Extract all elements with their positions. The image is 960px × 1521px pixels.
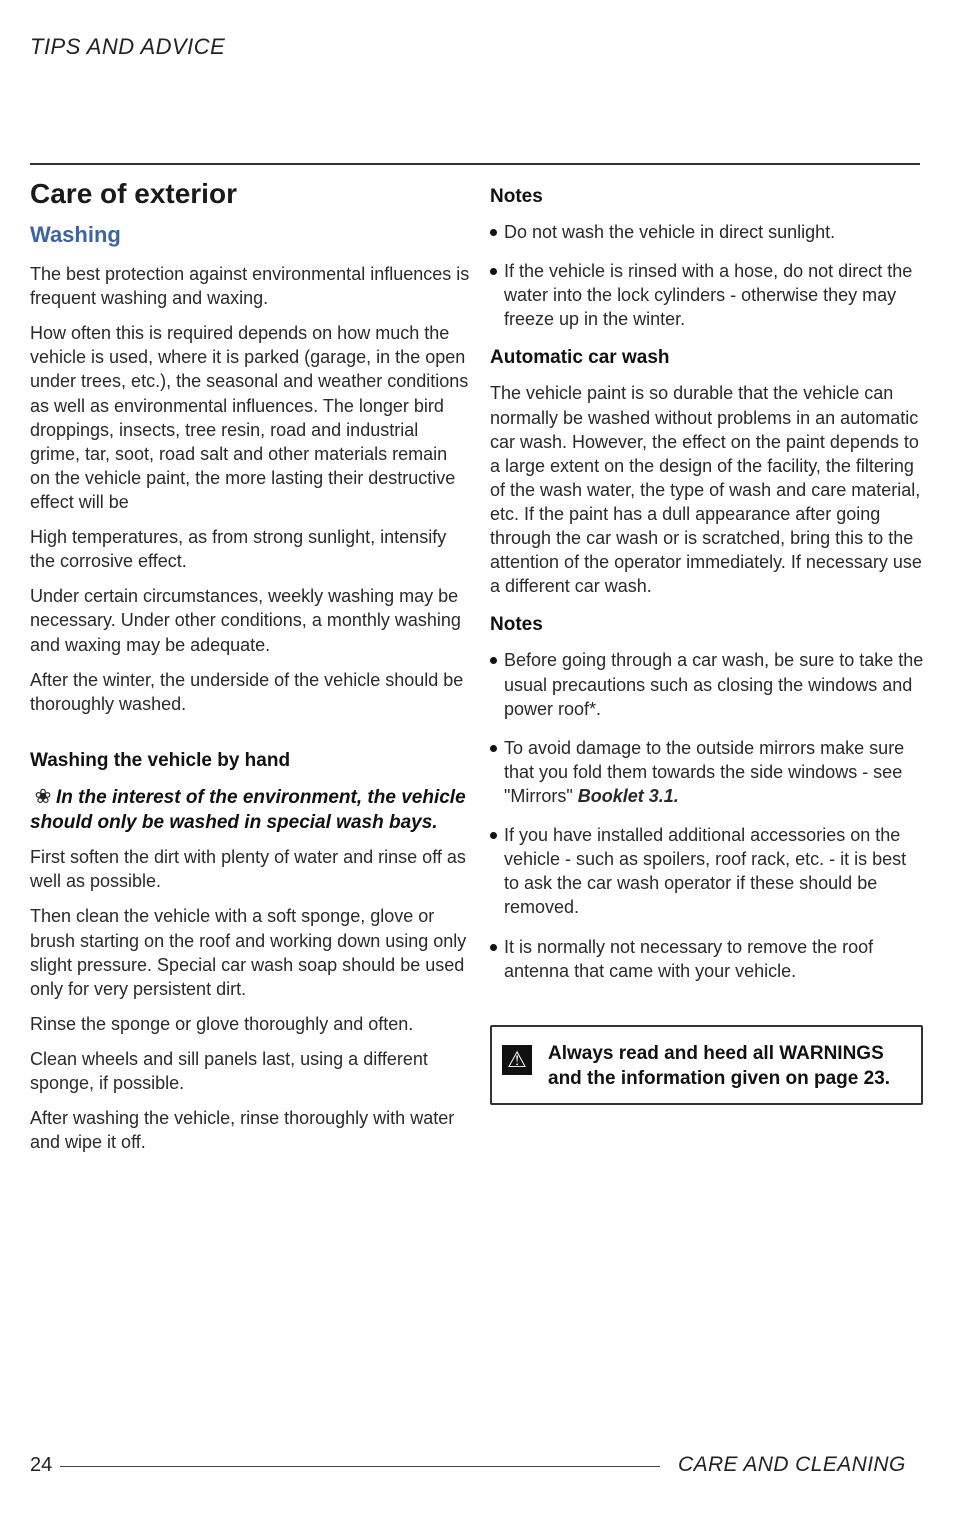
paragraph: First soften the dirt with plenty of water and rinse off as well as possible.: [30, 847, 466, 892]
right-column: [490, 178, 925, 1105]
left-column: [30, 178, 472, 1165]
subsection-title: Washing: [30, 222, 121, 247]
environment-note: [30, 784, 472, 835]
running-header: TIPS AND ADVICE: [30, 34, 226, 59]
paragraph: How often this is required depends on how much the vehicle is used, where it is parked (garage, in the open under trees, etc.), the seasonal and weather conditions as well as environmental influences. The longer bird droppings, insects, tree resin, road and industrial grime, tar, soot, road salt and other materials remain on the vehicle paint, the more lasting their destructive effect will be: [30, 323, 469, 512]
footer-section: CARE AND CLEANING: [678, 1453, 906, 1476]
paragraph: After the winter, the underside of the vehicle should be thoroughly washed.: [30, 669, 464, 714]
paragraph: Rinse the sponge or glove thoroughly and often.: [30, 1013, 414, 1034]
paragraph: High temperatures, as from strong sunlight, intensify the corrosive effect.: [30, 527, 447, 572]
notes-heading: Notes: [490, 614, 543, 636]
paragraph: Then clean the vehicle with a soft sponge, glove or brush starting on the roof and working down using only slight pressure. Special car wash soap should be used only for very persistent dirt.: [30, 906, 467, 999]
bullet-item: Before going through a car wash, be sure to take the usual precautions such as closing the windows and power roof*.: [490, 648, 925, 720]
paragraph: Clean wheels and sill panels last, using a different sponge, if possible.: [30, 1049, 428, 1094]
leaf-icon: ❀: [34, 785, 52, 808]
header-rule: [30, 163, 920, 165]
bullet-text: To avoid damage to the outside mirrors make sure that you fold them towards the side windows - see "Mirrors": [504, 737, 905, 806]
bullet-item: If you have installed additional accessories on the vehicle - such as spoilers, roof rack, etc. - it is best to ask the car wash operator if these should be removed.: [490, 823, 925, 919]
bullet-item: If the vehicle is rinsed with a hose, do not direct the water into the lock cylinders - otherwise they may freeze up in the winter.: [490, 259, 925, 331]
bullet-item: Do not wash the vehicle in direct sunlight.: [490, 220, 925, 244]
bullet-item: [490, 736, 925, 808]
section-title: Care of exterior: [30, 178, 237, 209]
notes-heading: Notes: [490, 186, 543, 207]
warning-box: [490, 1025, 923, 1105]
hand-wash-heading: Washing the vehicle by hand: [30, 749, 291, 771]
environment-note-text: In the interest of the environment, the vehicle should only be washed in special wash bays.: [30, 786, 466, 833]
paragraph: After washing the vehicle, rinse thoroughly with water and wipe it off.: [30, 1108, 455, 1153]
booklet-reference: Booklet 3.1.: [577, 785, 679, 806]
paragraph: The vehicle paint is so durable that the vehicle can normally be washed without problems in an automatic car wash. However, the effect on the paint depends to a large extent on the design of the facility, the filtering of the wash water, the type of wash and care material, etc. If the paint has a dull appearance after going through the car wash or is scratched, bring this to the attention of the operator immediately. If necessary use a different car wash.: [490, 383, 922, 597]
warning-text: Always read and heed all WARNINGS and the information given on page 23.: [548, 1042, 891, 1089]
warning-triangle-icon: ⚠: [502, 1045, 532, 1075]
footer-rule: [60, 1466, 660, 1467]
paragraph: The best protection against environmental influences is frequent washing and waxing.: [30, 264, 470, 309]
paragraph: Under certain circumstances, weekly washing may be necessary. Under other conditions, a monthly washing and waxing may be adequate.: [30, 586, 461, 655]
automatic-wash-heading: Automatic car wash: [490, 347, 670, 369]
page-number: 24: [30, 1454, 53, 1476]
bullet-item: It is normally not necessary to remove the roof antenna that came with your vehicle.: [490, 935, 925, 983]
